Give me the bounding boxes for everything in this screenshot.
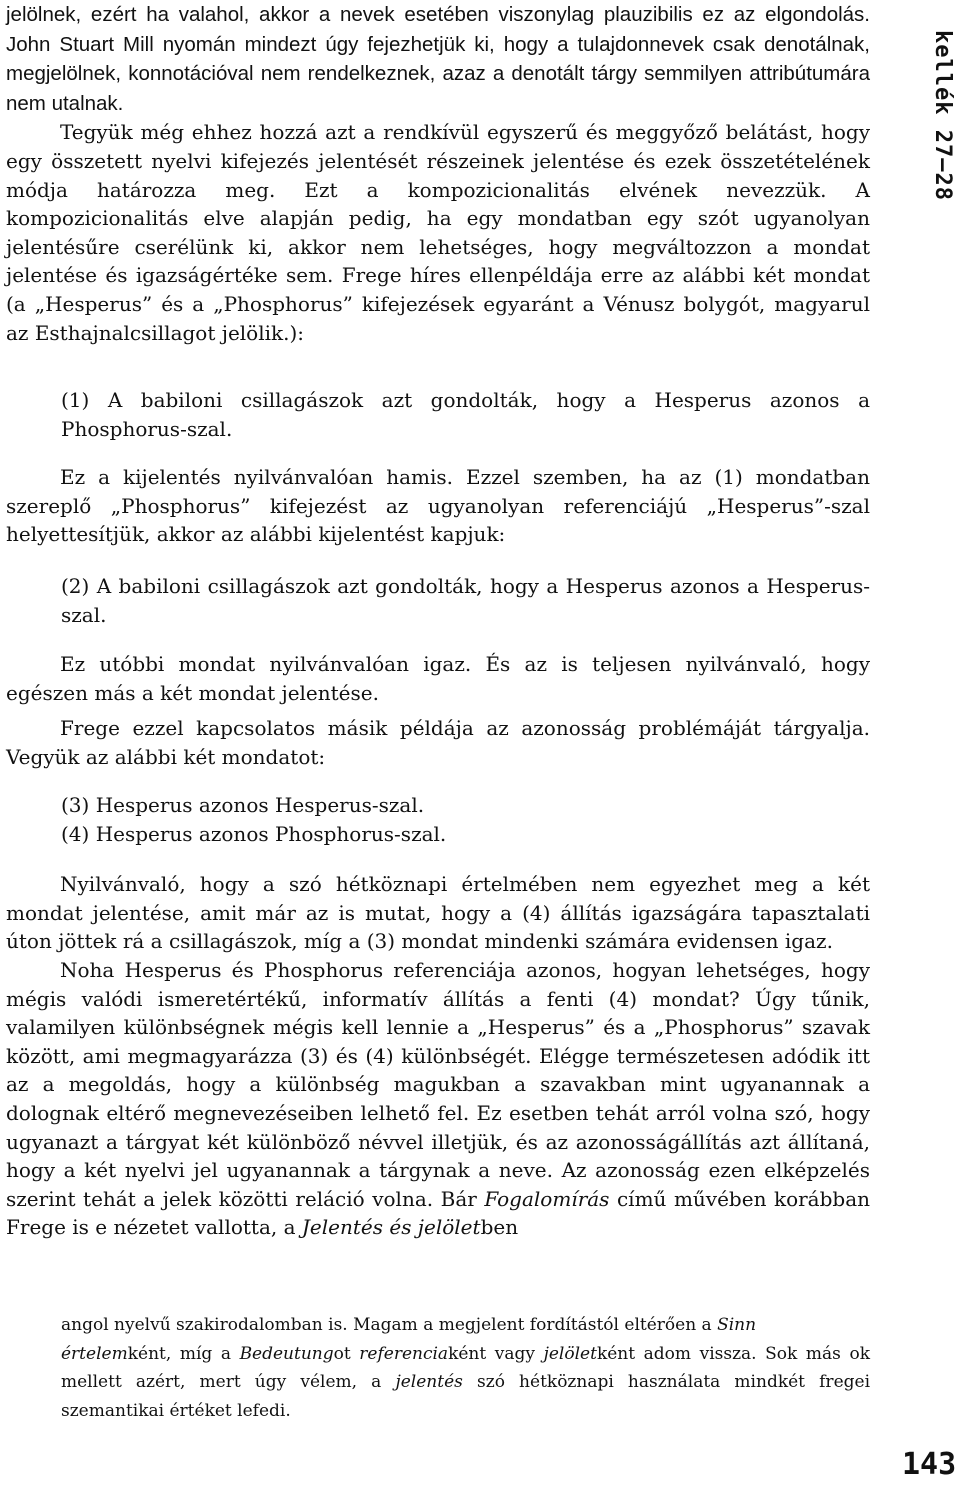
- paragraph-6-end: ben: [480, 1215, 519, 1240]
- footnote-text-3: ot: [333, 1343, 351, 1364]
- footnote-text-6: szó hétköznapi használata mindkét fregei szemantikai értéket lefedi.: [61, 1372, 871, 1421]
- paragraph-6: [6, 956, 870, 1242]
- footnote-term-jelolet: jelölet: [543, 1343, 597, 1364]
- journal-side-label: kellék 27–28: [930, 30, 955, 201]
- example-2: (2) A babiloni csillagászok azt gondolták, hogy a Hesperus azonos a Hesperus-szal.: [61, 574, 870, 627]
- paragraph-1-sans: jelölnek, ezért ha valahol, akkor a nevek esetében viszonylag plauzibilis ez az elgondolás. John Stuart Mill nyomán mindezt úgy fejezhetjük ki, hogy a tulajdonnevek csak denotálnak, megjelölnek, konnotációval nem rendelkeznek, azaz a denotált tárgy semmilyen attribútumára nem utalnak.: [6, 3, 870, 115]
- footnote-term-referencia: referencia: [359, 1343, 449, 1364]
- paragraph-6-mid: című művében korábban Frege is e nézetet vallotta, a: [6, 1186, 871, 1240]
- page-number: 143: [902, 1447, 957, 1482]
- paragraph-2: Ez a kijelentés nyilvánvalóan hamis. Ezzel szemben, ha az (1) mondatban szereplő „Phosphorus” kifejezést az ugyanolyan referenciájú „Hesperus”-szal helyettesítjük, akkor az alábbi kijelentést kapjuk:: [6, 465, 870, 547]
- paragraph-4: Frege ezzel kapcsolatos másik példája az azonosság problémáját tárgyalja. Vegyük az alábbi két mondatot:: [6, 716, 870, 769]
- paragraph-6-text: Noha Hesperus és Phosphorus referenciája azonos, hogyan lehetséges, hogy mégis valódi ismeretértékű, informatív állítás a fenti (4) mondat? Úgy tűnik, valamilyen különbségnek mégis kell lennie a „Hesperus” és a „Phosphorus” szavak között, ami megmagyarázza (3) és (4) különbségét. Elégge természetesen adódik itt az a megoldás, hogy a különbség magukban a szavakban mint ugyanannak a dolognak eltérő megnevezéseiben lelhető fel. Ez esetben tehát arról volna szó, hogy ugyanazt a tárgyat két különböző névvel illetjük, és az azonosságállítás azt állítaná, hogy a két nyelvi jel ugyanannak a tárgynak a neve. Az azonosság ezen elképzelés szerint tehát a jelek közötti reláció volna. Bár: [6, 958, 870, 1211]
- example-3: (3) Hesperus azonos Hesperus-szal.: [61, 793, 425, 817]
- footnote-text-2: ként, míg a: [127, 1343, 231, 1364]
- footnote-text-5: ként adom vissza. Sok más ok mellett azért, mert úgy vélem, a: [61, 1343, 871, 1392]
- paragraph-1-rest: A kompozicionalitás elve alapján pedig, ha egy mondatban egy szót ugyanolyan jelentésűre cserélünk ki, akkor nem lehetséges, hogy megváltozzon a mondat jelentése és igazságértéke sem. Frege híres ellenpéldája erre az alábbi két mondat (a „Hesperus” és a „Phosphorus” kifejezések egyaránt a Vénusz bolygót, magyarul az Esthajnalcsillagot jelölik.):: [6, 177, 870, 345]
- footnote-term-jelentes: jelentés: [395, 1372, 463, 1392]
- paragraph-1: [6, 0, 870, 347]
- title-jelentes-es-jelolet: Jelentés és jelölet: [301, 1215, 481, 1240]
- example-1: (1) A babiloni csillagászok azt gondolták, hogy a Hesperus azonos a Phosphorus-szal.: [61, 388, 870, 441]
- paragraph-1-serif: Tegyük még ehhez hozzá azt a rendkívül egyszerű és meggyőző belátást, hogy egy összetett nyelvi kifejezés jelentését részeinek jelentése és ezek összetételének módja határozza meg. Ezt a kompozicionalitás elvének nevezzük.: [6, 120, 870, 202]
- footnote-text-4: ként vagy: [448, 1343, 536, 1364]
- paragraph-5: Nyilvánvaló, hogy a szó hétköznapi értelmében nem egyezhet meg a két mondat jelentése, amit már az is mutat, hogy a (4) állítás igazságára tapasztalati úton jöttek rá a csillagászok, míg a (3) mondat mindenki számára evidensen igaz.: [6, 872, 870, 954]
- footnote-term-sinn: Sinn: [717, 1315, 757, 1335]
- example-4: (4) Hesperus azonos Phosphorus-szal.: [61, 822, 447, 846]
- footnote: [61, 1311, 870, 1425]
- footnote-text-1: angol nyelvű szakirodalomban is. Magam a megjelent fordítástól eltérően a: [61, 1315, 712, 1335]
- footnote-term-bedeutung: Bedeutung: [239, 1343, 334, 1364]
- footnote-term-ertelem: értelem: [61, 1343, 128, 1364]
- title-fogalomiras: Fogalomírás: [484, 1186, 610, 1211]
- paragraph-3: Ez utóbbi mondat nyilvánvalóan igaz. És az is teljesen nyilvánvaló, hogy egészen más a két mondat jelentése.: [6, 652, 870, 705]
